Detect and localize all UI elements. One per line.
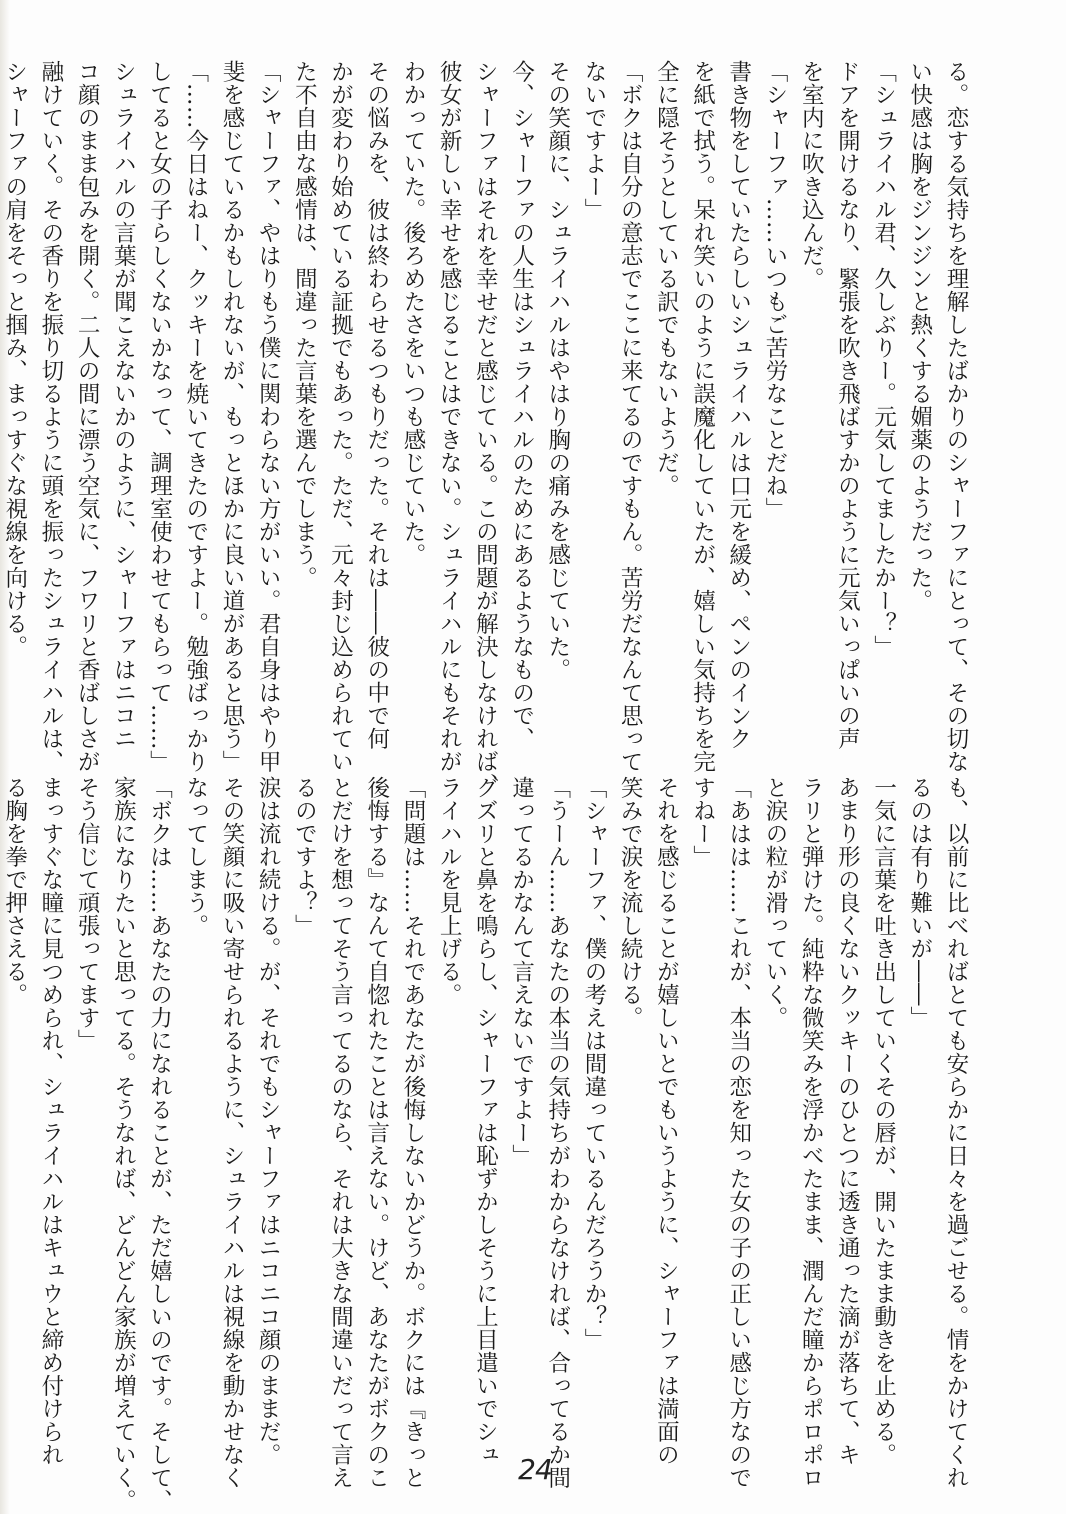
text-line: 「あはは……これが、本当の恋を知った女の子の正しい感じ方なので <box>725 776 752 1489</box>
text-line: してると女の子らしくないかなって、調理室使わせてもらって……」 <box>146 60 173 773</box>
text-line: い快感は胸をジンジンと熱くする媚薬のようだった。 <box>906 60 933 612</box>
text-line: るのは有り難いが――」 <box>906 776 933 1029</box>
text-line: 後悔する』なんて自惚れたことは言えない。けど、あなたがボクのこ <box>363 776 390 1489</box>
text-line: 斐を感じているかもしれないが、もっとほかに良い道があると思う」 <box>218 60 245 773</box>
text-line: 笑みで涙を流し続ける。 <box>617 776 644 1029</box>
text-line: シャーファの肩をそっと掴み、まっすぐな視線を向ける。 <box>1 60 28 658</box>
text-line: 全に隠そうとしている訳でもないようだ。 <box>653 60 680 497</box>
page-number: 24 <box>518 1453 552 1486</box>
text-line: コ顔のまま包みを開く。二人の間に漂う空気に、フワリと香ばしさが <box>74 60 101 773</box>
text-line: 「シャーファ……いつもご苦労なことだね」 <box>761 60 788 520</box>
text-line: 「うーん……あなたの本当の気持ちがわからなければ、合ってるか間 <box>544 776 571 1489</box>
text-line: 融けていく。その香りを振り切るように頭を振ったシュライハルは、 <box>37 60 64 773</box>
text-line: その悩みを、彼は終わらせるつもりだった。それは――彼の中で何 <box>363 60 390 750</box>
text-line: その笑顔に吸い寄せられるように、シュライハルは視線を動かせなく <box>218 776 245 1489</box>
text-line: ドアを開けるなり、緊張を吹き飛ばすかのように元気いっぱいの声 <box>834 60 861 750</box>
text-line: 今、シャーファの人生はシュライハルのためにあるようなもので、 <box>508 60 535 750</box>
text-line: 一気に言葉を吐き出していくその唇が、開いたまま動きを止める。 <box>870 776 897 1466</box>
text-line: 「ボクは……あなたの力になれることが、ただ嬉しいのです。そして、 <box>146 776 173 1512</box>
text-line: わかっていた。後ろめたさをいつも感じていた。 <box>399 60 426 566</box>
text-line: 彼女が新しい幸せを感じることはできない。シュライハルにもそれが <box>436 60 463 773</box>
text-line: 「問題は……それであなたが後悔しないかどうか。ボクには『きっと <box>399 776 426 1489</box>
text-line: その笑顔に、シュライハルはやはり胸の痛みを感じていた。 <box>544 60 571 681</box>
text-line: なってしまう。 <box>182 776 209 937</box>
text-line: かが変わり始めている証拠でもあった。ただ、元々封じ込められてい <box>327 60 354 773</box>
text-line: とだけを想ってそう言ってるのなら、それは大きな間違いだって言え <box>327 776 354 1489</box>
text-block-top <box>1 60 974 796</box>
text-line: と涙の粒が滑っていく。 <box>761 776 788 1029</box>
text-line: る。恋する気持ちを理解したばかりのシャーファにとって、その切な <box>943 60 969 773</box>
text-line: まっすぐな瞳に見つめられ、シュライハルはキュウと締め付けられ <box>37 776 64 1466</box>
text-line: ラリと弾けた。純粋な微笑みを浮かべたまま、潤んだ瞳からポロポロ <box>798 776 825 1489</box>
text-line: あまり形の良くないクッキーのひとつに透き通った滴が落ちて、キ <box>834 776 861 1466</box>
text-line: シャーファはそれを幸せだと感じている。この問題が解決しなければ、 <box>472 60 499 796</box>
text-line: る胸を拳で押さえる。 <box>1 776 28 1006</box>
text-line: 違ってるかなんて言えないですよー」 <box>508 776 535 1167</box>
text-line: るのですよ？」 <box>291 776 318 937</box>
text-line: た不自由な感情は、間違った言葉を選んでしまう。 <box>291 60 318 589</box>
text-line: ライハルを見上げる。 <box>436 776 463 1006</box>
text-line: 「シャーファ、やはりもう僕に関わらない方がいい。君自身はやり甲 <box>255 60 282 773</box>
text-line: 「シュライハル君、久しぶりー。元気してましたかー？」 <box>870 60 897 658</box>
text-line: 「……今日はねー、クッキーを焼いてきたのですよー。勉強ばっかり <box>182 60 209 773</box>
text-line: グズリと鼻を鳴らし、シャーファは恥ずかしそうに上目遣いでシュ <box>472 776 499 1466</box>
text-line: を室内に吹き込んだ。 <box>798 60 825 290</box>
text-line: すねー」 <box>689 776 716 868</box>
text-line: も、以前に比べればとても安らかに日々を過ごせる。情をかけてくれ <box>943 776 969 1489</box>
text-line: 「シャーファ、僕の考えは間違っているんだろうか？」 <box>580 776 607 1351</box>
text-line: 涙は流れ続ける。が、それでもシャーファはニコニコ顔のままだ。 <box>255 776 282 1466</box>
text-line: 書き物をしていたらしいシュライハルは口元を緩め、ペンのインク <box>725 60 752 750</box>
text-line: シュライハルの言葉が聞こえないかのように、シャーファはニコニ <box>110 60 137 750</box>
text-line: を紙で拭う。呆れ笑いのように誤魔化していたが、嬉しい気持ちを完 <box>689 60 716 773</box>
text-line: そう信じて頑張ってます」 <box>74 776 101 1052</box>
text-line: ないですよー」 <box>580 60 607 221</box>
text-line: 「ボクは自分の意志でここに来てるのですもん。苦労だなんて思って <box>617 60 644 773</box>
text-line: 家族になりたいと思ってる。そうなれば、どんどん家族が増えていく。 <box>110 776 137 1512</box>
text-line: それを感じることが嬉しいとでもいうように、シャーファは満面の <box>653 776 680 1466</box>
